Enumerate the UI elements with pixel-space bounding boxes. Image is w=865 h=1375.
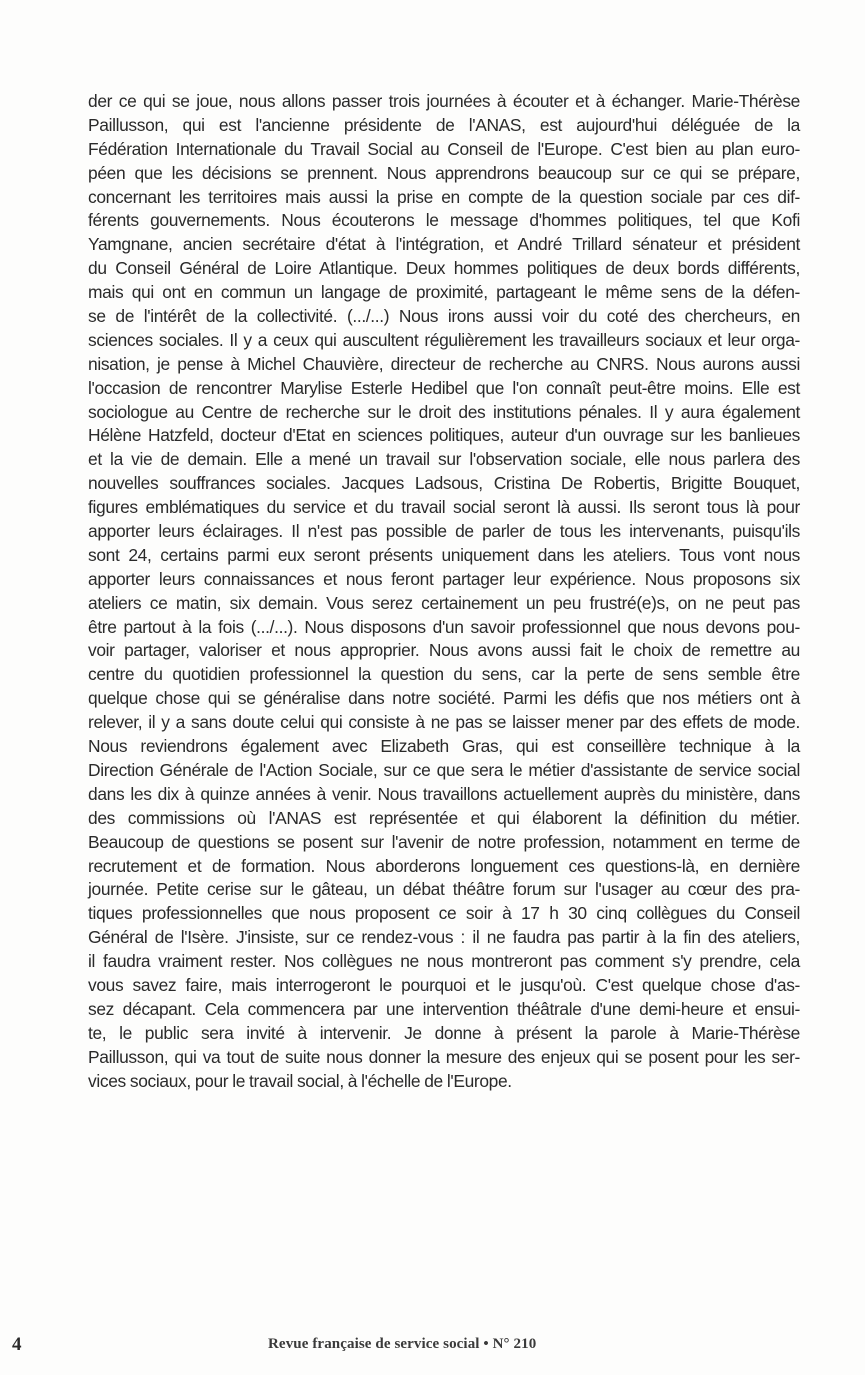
text-line: tiques professionnelles que nous proposent ce soir à 17 h 30 cinq collègues du Conseil <box>88 903 800 924</box>
text-line: se de l'intérêt de la collectivité. (.../...) Nous irons aussi voir du coté des chercheurs, en <box>88 306 800 327</box>
article-body <box>88 90 800 1093</box>
text-line: voir partager, valoriser et nous approprier. Nous avons aussi fait le choix de remettre au <box>88 640 800 661</box>
text-line: centre du quotidien professionnel la question du sens, car la perte de sens semble être <box>88 664 800 685</box>
text-line: concernant les territoires mais aussi la prise en compte de la question sociale par ces dif- <box>88 186 800 207</box>
text-line: Général de l'Isère. J'insiste, sur ce rendez-vous : il ne faudra pas partir à la fin des ateliers, <box>88 927 800 948</box>
text-line: et la vie de demain. Elle a mené un travail sur l'observation sociale, elle nous parlera des <box>88 449 800 470</box>
text-line: du Conseil Général de Loire Atlantique. Deux hommes politiques de deux bords différents, <box>88 258 800 279</box>
text-line: vices sociaux, pour le travail social, à l'échelle de l'Europe. <box>88 1070 512 1091</box>
text-line: sez décapant. Cela commencera par une intervention théâtrale d'une demi-heure et ensui- <box>88 998 800 1019</box>
page-number: 4 <box>12 1334 22 1355</box>
text-line: sociologue au Centre de recherche sur le droit des institutions pénales. Il y aura également <box>88 401 800 422</box>
journal-title: Revue française de service social • N° 210 <box>268 1336 537 1352</box>
text-line: mais qui ont en commun un langage de proximité, partageant le même sens de la défen- <box>88 282 800 303</box>
text-line: apporter leurs connaissances et nous feront partager leur expérience. Nous proposons six <box>88 568 800 589</box>
text-line: Paillusson, qui est l'ancienne présidente de l'ANAS, est aujourd'hui déléguée de la <box>88 114 800 135</box>
text-line: être partout à la fois (.../...). Nous disposons d'un savoir professionnel que nous devons pou- <box>88 616 800 637</box>
text-line: apporter leurs éclairages. Il n'est pas possible de parler de tous les intervenants, puisqu'ils <box>88 521 800 542</box>
text-line: Direction Générale de l'Action Sociale, sur ce que sera le métier d'assistante de service social <box>88 759 800 780</box>
text-line: der ce qui se joue, nous allons passer trois journées à écouter et à échanger. Marie-Thérèse <box>88 91 800 111</box>
text-line: Paillusson, qui va tout de suite nous donner la mesure des enjeux qui se posent pour les ser- <box>88 1046 800 1067</box>
text-line: des commissions où l'ANAS est représentée et qui élaborent la définition du métier. <box>88 807 800 828</box>
text-line: sciences sociales. Il y a ceux qui auscultent régulièrement les travailleurs sociaux et leur orga- <box>88 329 800 350</box>
text-line: vous savez faire, mais interrogeront le pourquoi et le jusqu'où. C'est quelque chose d'as- <box>88 974 800 995</box>
text-line: Hélène Hatzfeld, docteur d'Etat en sciences politiques, auteur d'un ouvrage sur les banlieues <box>88 425 800 446</box>
text-line: sont 24, certains parmi eux seront présents uniquement dans les ateliers. Tous vont nous <box>88 544 800 565</box>
text-line: Fédération Internationale du Travail Social au Conseil de l'Europe. C'est bien au plan euro- <box>88 138 800 159</box>
text-line: Yamgnane, ancien secrétaire d'état à l'intégration, et André Trillard sénateur et président <box>88 234 800 255</box>
text-line: dans les dix à quinze années à venir. Nous travaillons actuellement auprès du ministère, dans <box>88 783 800 804</box>
text-line: relever, il y a sans doute celui qui consiste à ne pas se laisser mener par des effets de mode. <box>88 712 800 733</box>
page-footer <box>0 1334 865 1358</box>
text-line: l'occasion de rencontrer Marylise Esterle Hedibel que l'on connaît peut-être moins. Elle est <box>88 377 800 398</box>
text-line: il faudra vraiment rester. Nos collègues ne nous montreront pas comment s'y prendre, cela <box>88 951 800 972</box>
text-line: nouvelles souffrances sociales. Jacques Ladsous, Cristina De Robertis, Brigitte Bouquet, <box>88 473 800 494</box>
text-line: te, le public sera invité à intervenir. Je donne à présent la parole à Marie-Thérèse <box>88 1022 800 1043</box>
text-line: figures emblématiques du service et du travail social seront là aussi. Ils seront tous là pour <box>88 497 800 518</box>
text-line: péen que les décisions se prennent. Nous apprendrons beaucoup sur ce qui se prépare, <box>88 162 800 183</box>
text-line: Beaucoup de questions se posent sur l'avenir de notre profession, notamment en terme de <box>88 831 800 852</box>
text-line: nisation, je pense à Michel Chauvière, directeur de recherche au CNRS. Nous aurons aussi <box>88 353 800 374</box>
text-line: journée. Petite cerise sur le gâteau, un débat théâtre forum sur l'usager au cœur des pra- <box>88 879 800 900</box>
text-line: férents gouvernements. Nous écouterons le message d'hommes politiques, tel que Kofi <box>88 210 800 231</box>
text-line: quelque chose qui se généralise dans notre société. Parmi les défis que nos métiers ont à <box>88 688 800 709</box>
text-line: Nous reviendrons également avec Elizabeth Gras, qui est conseillère technique à la <box>88 736 800 757</box>
text-line: recrutement et de formation. Nous aborderons longuement ces questions-là, en dernière <box>88 855 800 876</box>
text-line: ateliers ce matin, six demain. Vous serez certainement un peu frustré(e)s, on ne peut pas <box>88 592 800 613</box>
